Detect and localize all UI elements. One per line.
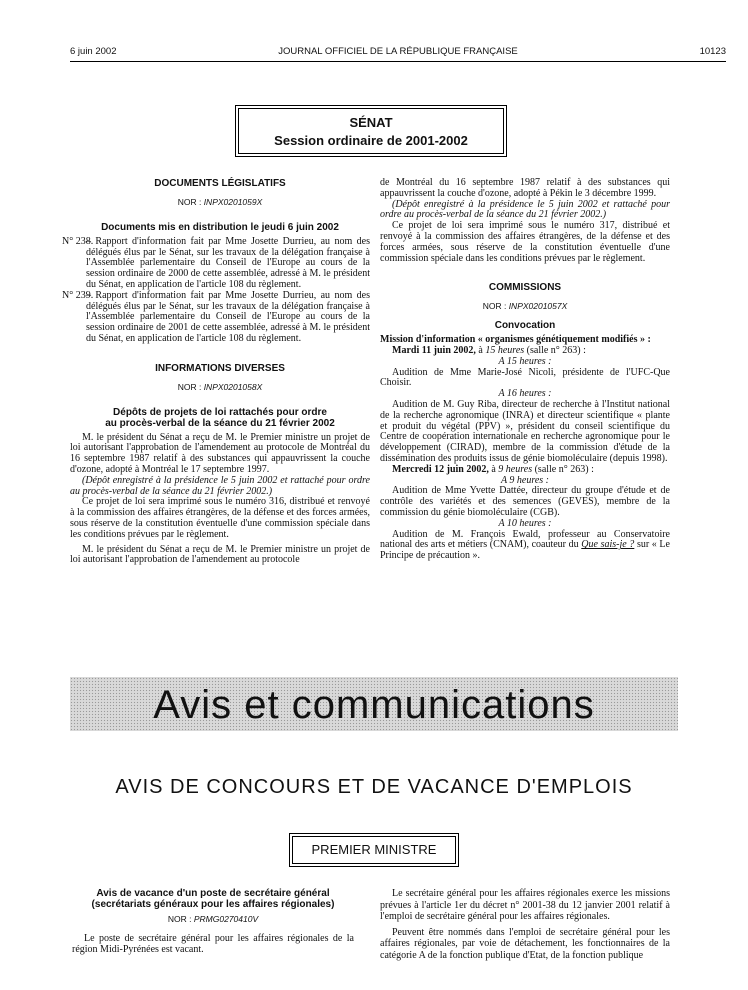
paragraph: M. le président du Sénat a reçu de M. le Premier ministre un projet de loi autorisant l'approbation de l'amendement au protocole de Montréal du 16 septembre 1987 relatif à des substances qui appauvrissent la couche d'ozone, adopté à Montréal le 17 septembre 1997. <box>70 431 370 475</box>
avis-heading: AVIS DE CONCOURS ET DE VACANCE D'EMPLOIS <box>115 776 633 798</box>
senat-title-box <box>238 108 504 154</box>
senat-session: Session ordinaire de 2001-2002 <box>274 133 468 148</box>
commissions-heading: COMMISSIONS <box>488 282 562 294</box>
commissions-nor: NOR : INPX0201057X <box>482 301 568 312</box>
documents-nor: NOR : INPX0201059X <box>177 197 263 207</box>
paragraph: M. le président du Sénat a reçu de M. le Premier ministre un projet de loi autorisant l'approbation de l'amendement au protocole <box>70 543 370 566</box>
time-slot: A 10 heures : <box>498 517 552 529</box>
left-column <box>62 178 370 566</box>
header-rule <box>70 61 726 62</box>
convocation-heading: Convocation <box>494 320 556 332</box>
right-column <box>380 178 670 562</box>
senat-title: SÉNAT <box>349 115 393 130</box>
audition: Audition de Mme Yvette Dattée, directeur du groupe d'étude et de contrôle des variétés et des semences (GEVES), membre de la commission du génie biomoléculaire (CGB). <box>380 485 670 518</box>
vacance-nor: NOR : PRMG0270410V <box>167 914 259 924</box>
document-item: N° 238. – Rapport d'information fait par Mme Josette Durrieu, au nom des délégués élus par le Sénat, sur les travaux de la délégation française à l'Assemblée parlementaire du Conseil de l'Europe au cours de la session ordinaire de 2000 de cette assemblée, adressé à M. le président du Sénat, en application de l'article 108 du règlement. <box>62 235 370 290</box>
paragraph: Ce projet de loi sera imprimé sous le numéro 316, distribué et renvoyé à la commission des affaires étrangères, de la défense et des forces armées, sous réserve de la constitution éventuelle d'une commission spéciale dans les conditions prévues par le règlement. <box>70 496 370 540</box>
premier-ministre-box: PREMIER MINISTRE <box>292 836 456 864</box>
audition: Audition de M. Guy Riba, directeur de recherche à l'Institut national de la recherche agronomique (INRA) et directeur scientifique « plante et produit du végétal (PPV) », président du conseil scientifique du Centre de coopération internationale en recherche agronomique pour le développement (CIRAD), membre de la commission d'étude de la dissémination des produits issus de génie biomoléculaire (depuis 1998). <box>380 398 670 464</box>
documents-heading: DOCUMENTS LÉGISLATIFS <box>154 178 286 189</box>
paragraph: Peuvent être nommés dans l'emploi de secrétaire général pour les affaires régionales, par voie de détachement, les fonctionnaires de la catégorie A de la fonction publique d'Etat, de la fonction publique <box>380 926 670 961</box>
header-journal-title: JOURNAL OFFICIEL DE LA RÉPUBLIQUE FRANÇAISE <box>278 46 518 57</box>
paragraph: de Montréal du 16 septembre 1987 relatif à des substances qui appauvrissent la couche d'ozone, adopté à Pékin le 3 décembre 1999. <box>380 177 670 199</box>
day-line: Mardi 11 juin 2002, à 15 heures (salle n° 263) : <box>392 344 586 356</box>
running-header <box>70 46 726 60</box>
time-slot: A 9 heures : <box>500 474 550 486</box>
audition: Audition de Mme Marie-José Nicoli, présidente de l'UFC-Que Choisir. <box>380 366 670 389</box>
day-line: Mercredi 12 juin 2002, à 9 heures (salle n° 263) : <box>392 463 594 475</box>
header-page-number: 10123 <box>699 46 726 57</box>
section-banner <box>70 677 678 731</box>
documents-subheading: Documents mis en distribution le jeudi 6 juin 2002 <box>101 221 339 233</box>
informations-nor: NOR : INPX0201058X <box>177 381 263 392</box>
bottom-left-column <box>72 888 354 955</box>
informations-heading: INFORMATIONS DIVERSES <box>155 362 285 374</box>
time-slot: A 16 heures : <box>498 388 552 400</box>
audition: Audition de M. François Ewald, professeur au Conservatoire national des arts et métiers (CNAM), coauteur du Que sais-je ? sur « Le Principe de précaution ». <box>380 528 670 562</box>
paragraph: Le poste de secrétaire général pour les affaires régionales de la région Midi-Pyrénées est vacant. <box>72 933 354 955</box>
header-date: 6 juin 2002 <box>70 46 117 57</box>
bottom-right-column <box>380 888 670 961</box>
document-item: N° 239. – Rapport d'information fait par Mme Josette Durrieu, au nom des délégués élus par le Sénat, sur les travaux de la délégation française à l'Assemblée parlementaire du Conseil de l'Europe au cours de la session ordinaire de 2001 de cette assemblée, adressé à M. le président du Sénat, en application de l'article 108 du règlement. <box>62 289 370 344</box>
paragraph: Ce projet de loi sera imprimé sous le numéro 317, distribué et renvoyé à la commission des affaires étrangères, de la défense et des forces armées, sous réserve de la constitution éventuelle d'une commission spéciale dans les conditions prévues par le règlement. <box>380 220 670 264</box>
italic-note: (Dépôt enregistré à la présidence le 5 juin 2002 et rattaché pour ordre au procès-verbal de la séance du 21 février 2002.) <box>380 198 670 221</box>
italic-note: (Dépôt enregistré à la présidence le 5 juin 2002 et rattaché pour ordre au procès-verbal de la séance du 21 février 2002.) <box>70 474 370 497</box>
depots-subheading: Dépôts de projets de loi rattachés pour ordre au procès-verbal de la séance du 21 février 2002 <box>105 406 335 429</box>
paragraph: Le secrétaire général pour les affaires régionales exerce les missions prévues à l'article 1er du décret n° 2001-38 du 12 janvier 2001 relatif à l'emploi de secrétaire général pour les affaires régionales. <box>380 888 670 922</box>
banner-title: Avis et communications <box>153 683 595 727</box>
mission-title: Mission d'information « organismes génétiquement modifiés » : <box>380 334 651 346</box>
vacance-title: Avis de vacance d'un poste de secrétaire général (secrétariats généraux pour les affaires régionales) <box>91 888 335 910</box>
time-slot: A 15 heures : <box>498 355 552 367</box>
